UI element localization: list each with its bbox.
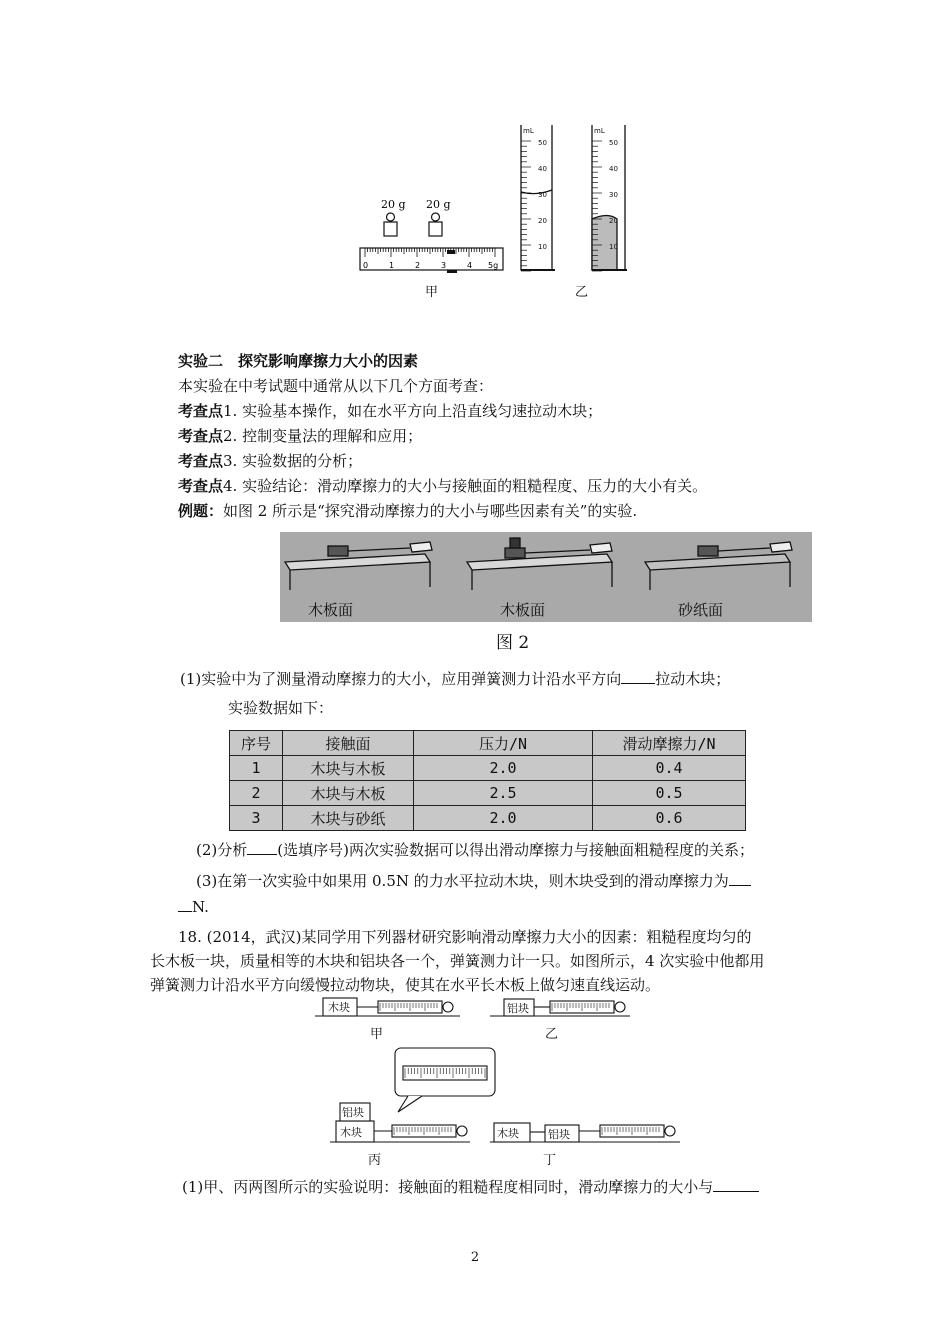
exam-point-label: 考查点 <box>178 402 224 420</box>
question-18-line-3: 弹簧测力计沿水平方向缓慢拉动物块，使其在水平长木板上做匀速直线运动。 <box>150 976 661 994</box>
question-18-1: (1)甲、丙两图所示的实验说明：接触面的粗糙程度相同时，滑动摩擦力的大小与 <box>182 1176 759 1198</box>
exam-point-label: 考查点 <box>178 477 224 495</box>
setup-label-yi: 乙 <box>545 1027 559 1042</box>
wood-block-label: 木块 <box>340 1126 362 1139</box>
svg-text:40: 40 <box>609 165 618 173</box>
page-number: 2 <box>470 1250 480 1265</box>
svg-text:0: 0 <box>363 261 369 270</box>
table-cell: 木块与木板 <box>283 781 414 806</box>
exam-point-label: 考查点 <box>178 427 224 445</box>
question-3: (3)在第一次实验中如果用 0.5N 的力水平拉动木块，则木块受到的滑动摩擦力为 <box>196 870 751 892</box>
figure-2-panel-3-label: 砂纸面 <box>678 601 724 619</box>
data-table <box>229 730 746 831</box>
answer-blank <box>178 897 192 912</box>
question-1: (1)实验中为了测量滑动摩擦力的大小，应用弹簧测力计沿水平方向 拉动木块； <box>180 670 731 688</box>
exam-point-text: 3. 实验数据的分析； <box>223 452 363 470</box>
example-text: 如图 2 所示是“探究滑动摩擦力的大小与哪些因素有关”的实验. <box>223 502 638 520</box>
aluminum-block-label: 铝块 <box>507 1002 529 1015</box>
svg-text:50: 50 <box>609 139 618 147</box>
svg-text:mL: mL <box>523 127 534 135</box>
table-row <box>230 781 746 806</box>
answer-blank <box>247 840 277 855</box>
svg-text:10: 10 <box>538 243 547 251</box>
figure-2-photo <box>280 532 812 622</box>
question-2: (2)分析 (选填序号)两次实验数据可以得出滑动摩擦力与接触面粗糙程度的关系； <box>196 841 754 859</box>
svg-text:2: 2 <box>415 261 421 270</box>
svg-text:5g: 5g <box>488 261 499 270</box>
exam-point-text: 4. 实验结论：滑动摩擦力的大小与接触面的粗糙程度、压力的大小有关。 <box>223 477 708 495</box>
table-cell: 0.6 <box>593 806 746 831</box>
svg-text:20: 20 <box>538 217 547 225</box>
table-cell: 3 <box>230 806 283 831</box>
section-intro: 本实验在中考试题中通常从以下几个方面考查： <box>178 377 494 395</box>
table-cell: 木块与木板 <box>283 756 414 781</box>
setup-label-jia: 甲 <box>370 1027 384 1042</box>
question-18-line-2: 长木板一块，质量相等的木块和铝块各一个，弹簧测力计一只。如图所示，4 次实验中他都用 <box>150 952 765 970</box>
setup-label-bing: 丙 <box>368 1153 382 1168</box>
svg-text:40: 40 <box>538 165 547 173</box>
exam-point-text: 1. 实验基本操作，如在水平方向上沿直线匀速拉动木块； <box>223 402 603 420</box>
table-cell: 2.0 <box>414 756 593 781</box>
table-row <box>230 806 746 831</box>
wood-block-label: 木块 <box>328 1001 350 1014</box>
friction-setup-drawing <box>280 532 812 622</box>
svg-text:30: 30 <box>538 191 547 199</box>
exam-point-4 <box>178 475 707 497</box>
svg-text:4: 4 <box>467 261 473 270</box>
svg-text:1: 1 <box>389 261 395 270</box>
table-row <box>230 756 746 781</box>
table-cell: 2 <box>230 781 283 806</box>
exam-point-text: 2. 控制变量法的理解和应用； <box>223 427 423 445</box>
exam-point-1 <box>178 400 602 422</box>
figure-18 <box>300 994 690 1169</box>
setup-label-ding: 丁 <box>543 1153 557 1168</box>
table-cell: 1 <box>230 756 283 781</box>
answer-blank <box>713 1177 759 1192</box>
table-header-row <box>230 731 746 756</box>
section-title: 实验二 探究影响摩擦力大小的因素 <box>178 352 419 370</box>
example-label: 例题： <box>178 502 224 520</box>
table-cell: 2.0 <box>414 806 593 831</box>
exam-point-3 <box>178 450 362 472</box>
answer-blank <box>729 871 751 886</box>
wood-block-label: 木块 <box>497 1127 519 1140</box>
svg-text:50: 50 <box>538 139 547 147</box>
svg-text:30: 30 <box>609 191 618 199</box>
weight-icon <box>384 213 442 236</box>
figure-label-yi: 乙 <box>575 285 589 300</box>
table-cell: 0.4 <box>593 756 746 781</box>
table-header: 接触面 <box>283 731 414 756</box>
top-figure <box>355 120 645 300</box>
weight-2-label: 20 g <box>426 198 451 211</box>
table-cell: 2.5 <box>414 781 593 806</box>
aluminum-block-label: 铝块 <box>342 1106 364 1119</box>
exam-point-label: 考查点 <box>178 452 224 470</box>
table-cell: 0.5 <box>593 781 746 806</box>
exam-point-2 <box>178 425 422 447</box>
spring-scale-setups-drawing <box>300 994 690 1169</box>
ruler-icon <box>360 248 503 273</box>
table-cell: 木块与砂纸 <box>283 806 414 831</box>
example-line <box>178 500 637 522</box>
svg-text:10: 10 <box>609 243 618 251</box>
balance-and-cylinders-drawing <box>355 120 645 300</box>
figure-2-caption: 图 2 <box>496 633 530 653</box>
aluminum-block-label: 铝块 <box>548 1128 570 1141</box>
data-intro: 实验数据如下： <box>228 699 334 717</box>
weight-1-label: 20 g <box>381 198 406 211</box>
figure-label-jia: 甲 <box>425 285 439 300</box>
figure-2-panel-2-label: 木板面 <box>500 601 546 619</box>
answer-blank <box>621 669 655 684</box>
figure-2-panel-1-label: 木板面 <box>308 601 354 619</box>
question-3-continued: N. <box>178 896 209 918</box>
table-header: 滑动摩擦力/N <box>593 731 746 756</box>
svg-text:3: 3 <box>441 261 447 270</box>
question-18-line-1: 18. (2014，武汉)某同学用下列器材研究影响滑动摩擦力大小的因素：粗糙程度均匀的 <box>178 928 752 946</box>
table-header: 序号 <box>230 731 283 756</box>
table-header: 压力/N <box>414 731 593 756</box>
svg-text:mL: mL <box>594 127 605 135</box>
svg-text:20: 20 <box>609 217 618 225</box>
